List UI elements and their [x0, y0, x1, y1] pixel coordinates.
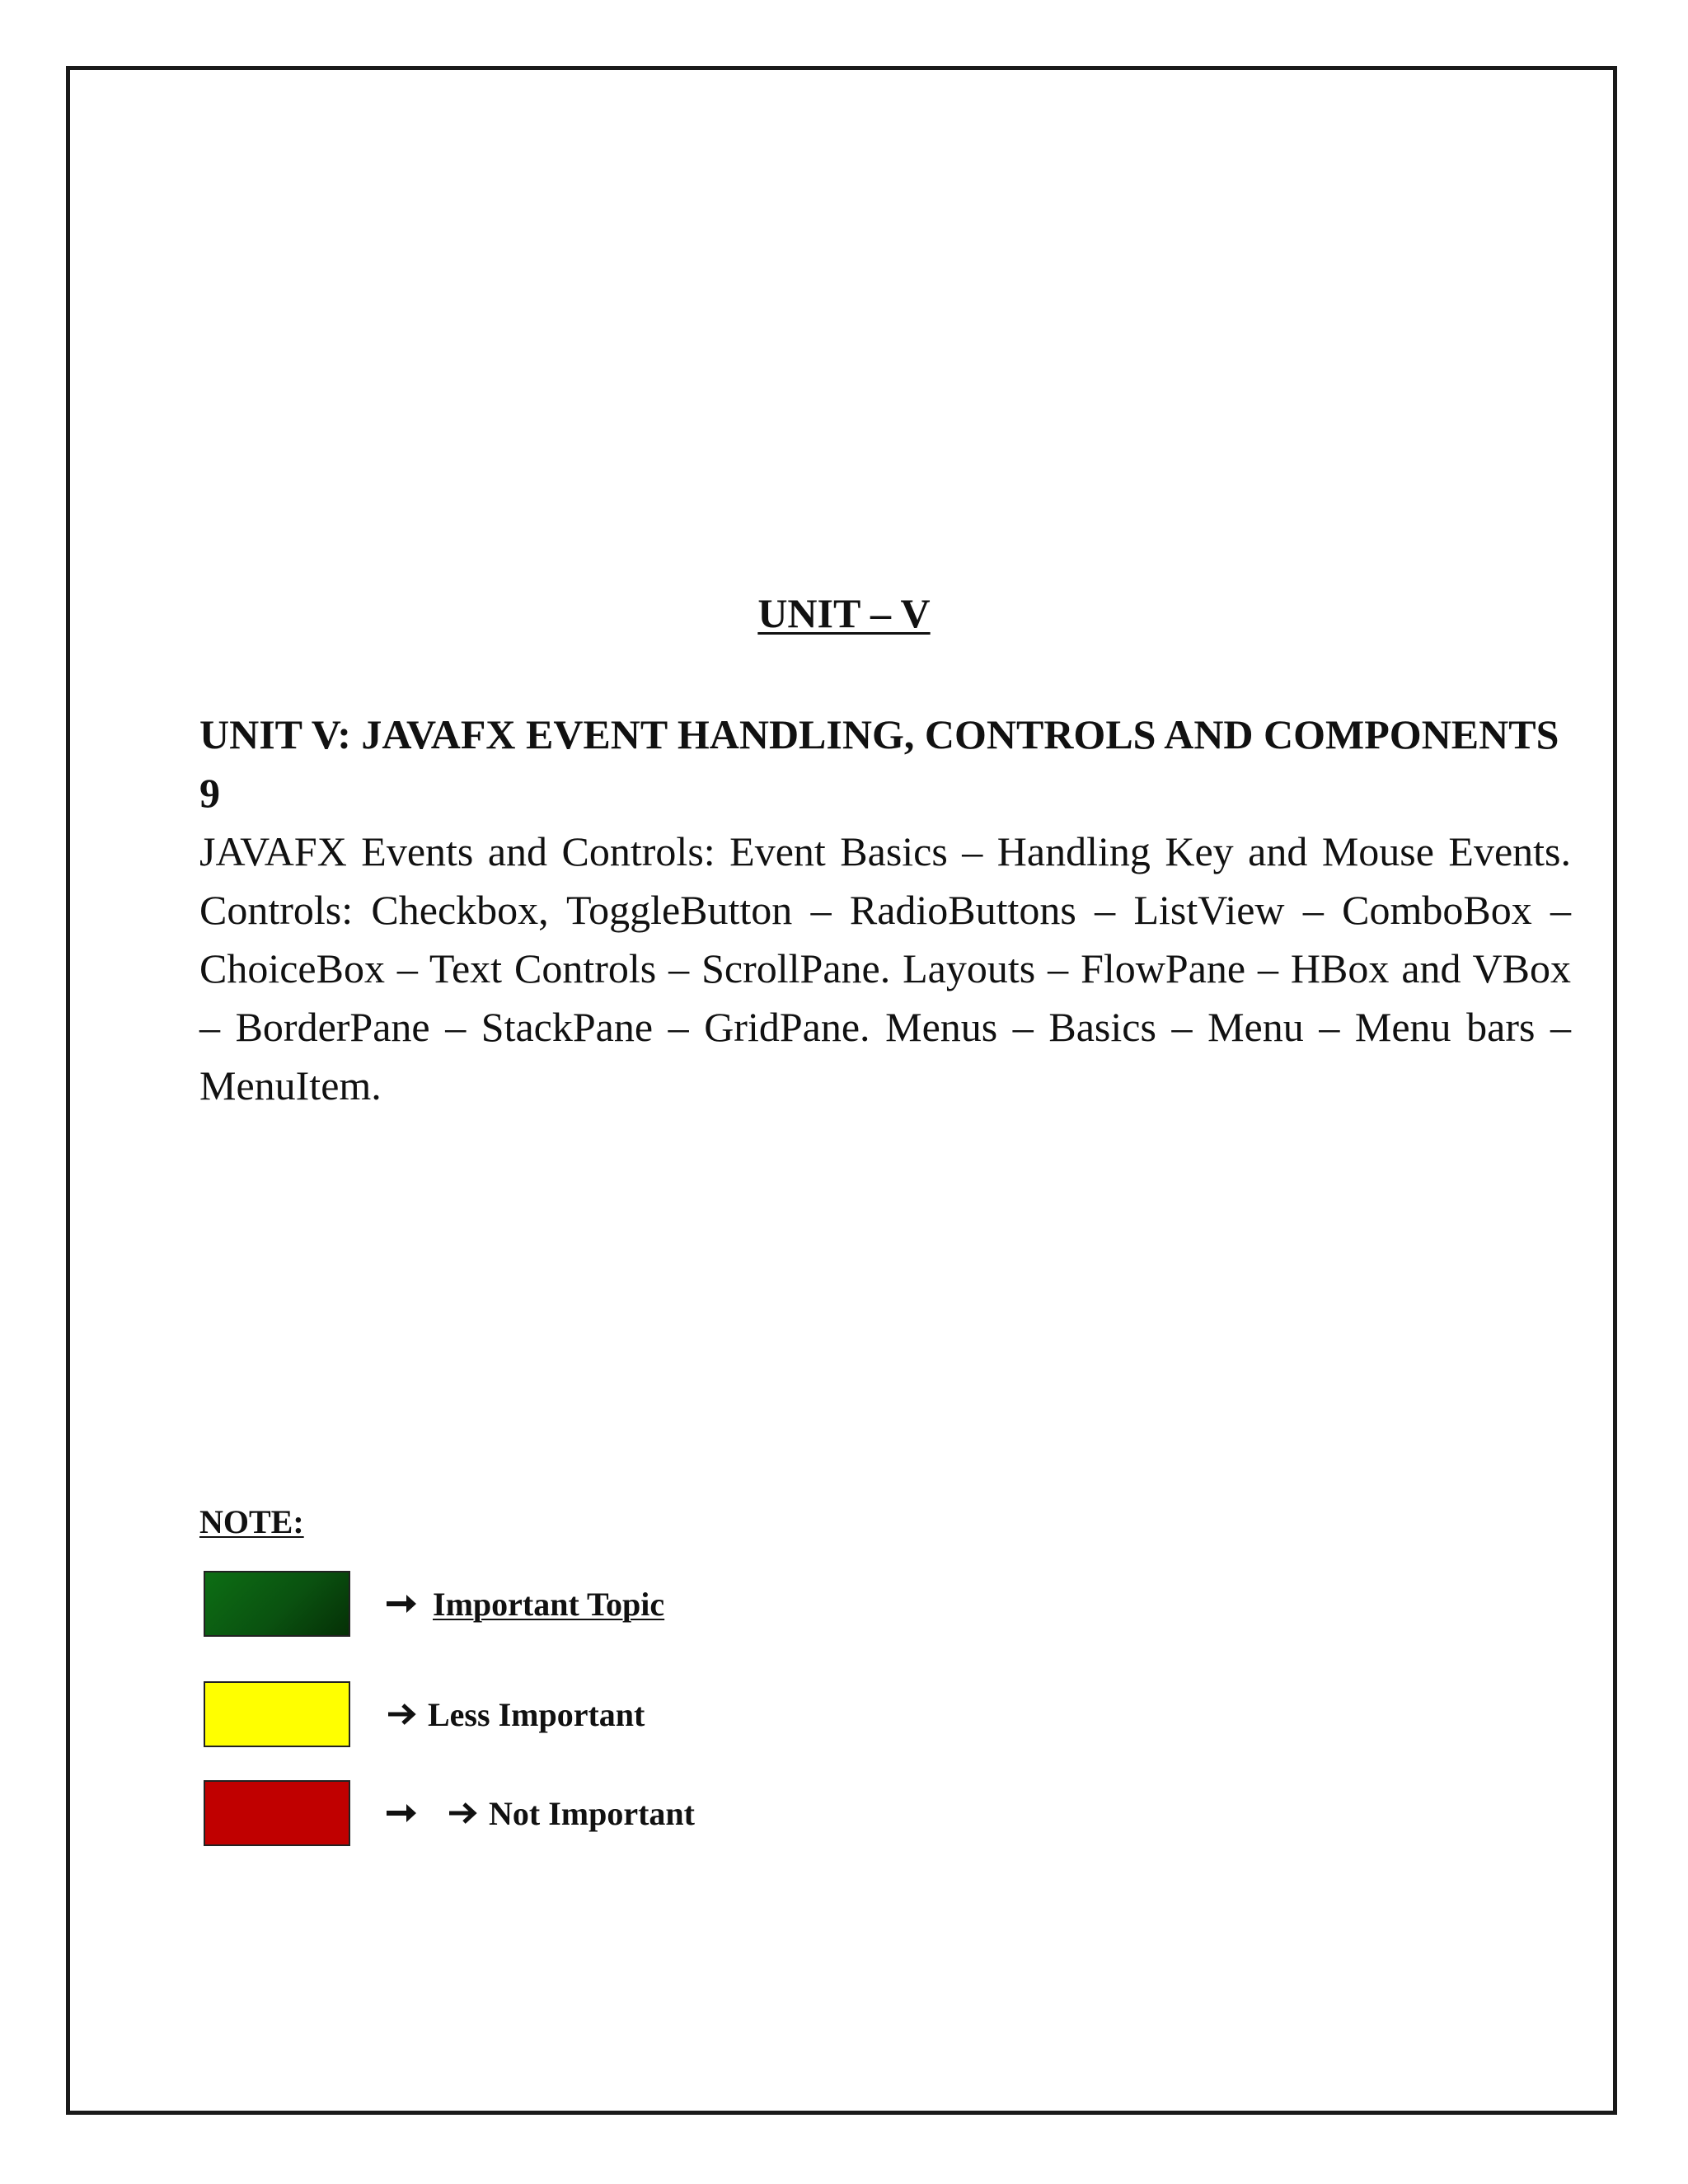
red-swatch — [204, 1780, 350, 1846]
green-swatch — [204, 1571, 350, 1637]
legend-item-less-important — [204, 1681, 645, 1747]
right-arrow-icon — [385, 1800, 418, 1826]
syllabus-title: UNIT V: JAVAFX EVENT HANDLING, CONTROLS AND COMPONENTS 9 — [199, 711, 1559, 816]
right-arrow-icon — [446, 1800, 479, 1826]
legend-label: Less Important — [428, 1695, 645, 1733]
yellow-swatch — [204, 1681, 350, 1747]
syllabus-section — [199, 705, 1571, 1115]
legend-label: Not Important — [489, 1794, 695, 1832]
legend-label: Important Topic — [433, 1585, 665, 1623]
right-arrow-icon — [385, 1701, 418, 1727]
note-label: NOTE: — [199, 1503, 304, 1540]
legend-item-important — [204, 1571, 664, 1637]
right-arrow-icon — [385, 1591, 418, 1617]
unit-heading: UNIT – V — [757, 590, 931, 636]
syllabus-body: JAVAFX Events and Controls: Event Basics – Handling Key and Mouse Events. Controls: Checkbox, ToggleButton – RadioButtons – ListView – ComboBox – ChoiceBox – Text Controls – ScrollPane. Layouts – FlowPane – HBox and VBox – BorderPane – StackPane – GridPane. Menus – Basics – Menu – Menu bars – MenuItem. — [199, 828, 1571, 1108]
legend-item-not-important — [204, 1780, 695, 1846]
